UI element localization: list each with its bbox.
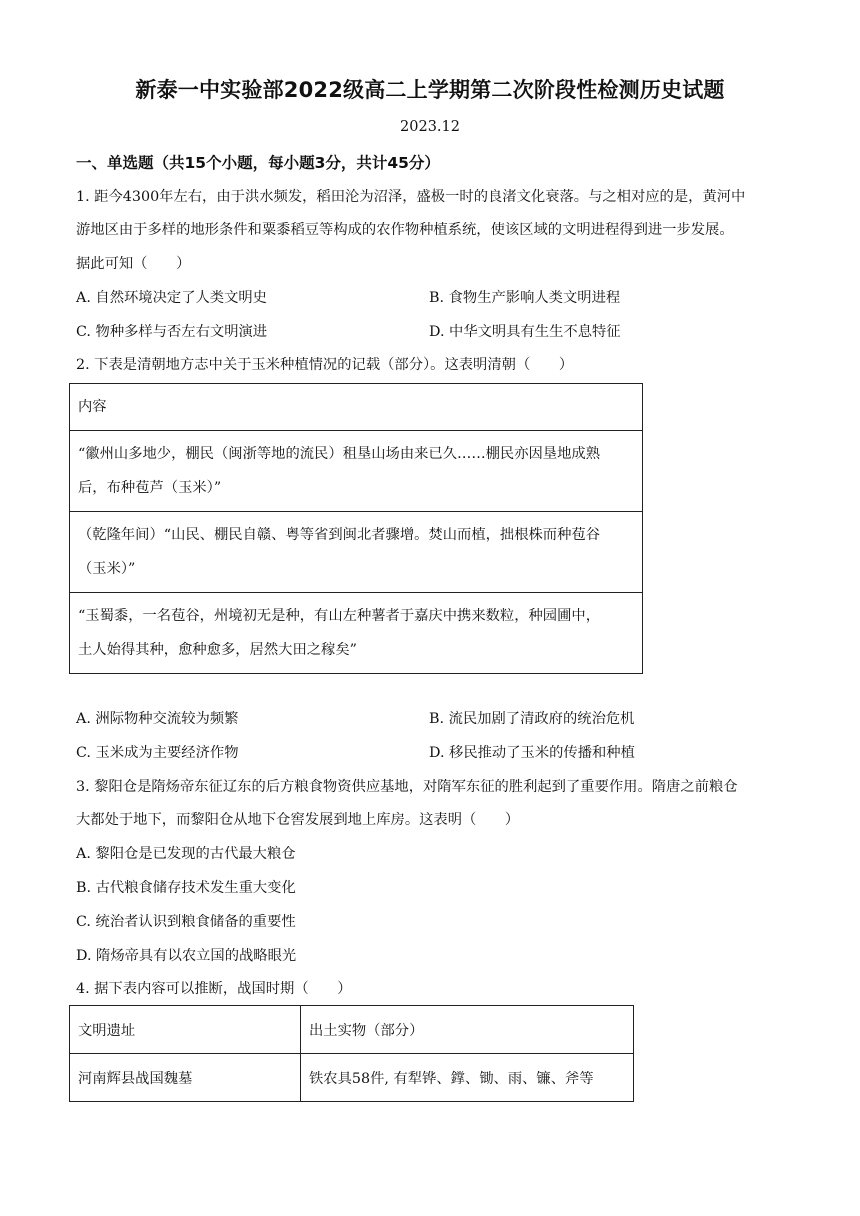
q1-option-b: B. 食物生产影响人类文明进程 <box>429 290 621 306</box>
q1-option-a: A. 自然环境决定了人类文明史 <box>76 290 267 306</box>
q2-option-d: D. 移民推动了玉米的传播和种植 <box>429 745 635 761</box>
table-header-row <box>70 384 643 431</box>
cell-line: “徽州山多地少，棚民（闽浙等地的流民）租垦山场由来已久……棚民亦因垦地成熟 <box>78 446 600 462</box>
q3-stem-line-2: 大都处于地下，而黎阳仓从地下仓窖发展到地上库房。这表明（ ） <box>76 812 520 828</box>
q3-option-d: D. 隋炀帝具有以农立国的战略眼光 <box>76 948 297 964</box>
cell-line: （乾隆年间）“山民、棚民自赣、粤等省到闽北者骤增。焚山而植，拙根株而种苞谷 <box>78 527 600 543</box>
exam-date: 2023.12 <box>400 119 460 135</box>
table-header-row <box>70 1006 634 1054</box>
exam-title: 新泰一中实验部2022级高二上学期第二次阶段性检测历史试题 <box>135 78 725 102</box>
table-header-cell: 内容 <box>70 384 643 431</box>
table-header-cell: 出土实物（部分） <box>301 1006 634 1054</box>
table-row <box>70 512 643 593</box>
cell-line: “玉蜀黍，一名苞谷，州境初无是种，有山左种薯者于嘉庆中携来数粒，种园圃中， <box>78 608 600 624</box>
q1-option-d: D. 中华文明具有生生不息特征 <box>429 324 621 340</box>
cell-line: 后，布种苞芦（玉米）” <box>78 480 222 496</box>
table-cell: 河南辉县战国魏墓 <box>70 1054 301 1102</box>
q2-option-c: C. 玉米成为主要经济作物 <box>76 745 239 761</box>
table-cell <box>70 512 643 593</box>
q2-table <box>69 383 643 674</box>
section-heading: 一、单选题（共15个小题，每小题3分，共计45分） <box>76 154 440 172</box>
q1-stem-line-2: 游地区由于多样的地形条件和粟黍稻豆等构成的农作物种植系统，使该区域的文明进程得到进一步发展。 <box>76 222 734 238</box>
q2-option-b: B. 流民加剧了清政府的统治危机 <box>429 711 635 727</box>
q1-stem-line-1: 1. 距今4300年左右，由于洪水频发，稻田沦为沼泽，盛极一时的良渚文化衰落。与之相对应的是，黄河中 <box>76 189 746 205</box>
table-cell <box>70 593 643 674</box>
q2-option-a: A. 洲际物种交流较为频繁 <box>76 711 239 727</box>
table-row <box>70 1054 634 1102</box>
q3-stem-line-1: 3. 黎阳仓是隋炀帝东征辽东的后方粮食物资供应基地，对隋军东征的胜利起到了重要作用。隋唐之前粮仓 <box>76 779 738 795</box>
table-header-cell: 文明遗址 <box>70 1006 301 1054</box>
q3-option-b: B. 古代粮食储存技术发生重大变化 <box>76 880 296 896</box>
table-row <box>70 431 643 512</box>
q1-option-c: C. 物种多样与否左右文明演进 <box>76 324 268 340</box>
q4-table <box>69 1005 634 1102</box>
cell-line: （玉米）” <box>78 561 136 577</box>
q4-stem: 4. 据下表内容可以推断，战国时期（ ） <box>76 981 352 997</box>
table-cell: 铁农具58件, 有犁铧、鐣、锄、雨、镰、斧等 <box>301 1054 634 1102</box>
table-row <box>70 593 643 674</box>
q3-option-c: C. 统治者认识到粮食储备的重要性 <box>76 914 296 930</box>
table-cell <box>70 431 643 512</box>
cell-line: 土人始得其种，愈种愈多，居然大田之稼矣” <box>78 642 357 658</box>
q1-stem-line-3: 据此可知（ ） <box>76 256 191 272</box>
q3-option-a: A. 黎阳仓是已发现的古代最大粮仓 <box>76 846 296 862</box>
q2-stem: 2. 下表是清朝地方志中关于玉米种植情况的记载（部分）。这表明清朝（ ） <box>76 357 574 373</box>
